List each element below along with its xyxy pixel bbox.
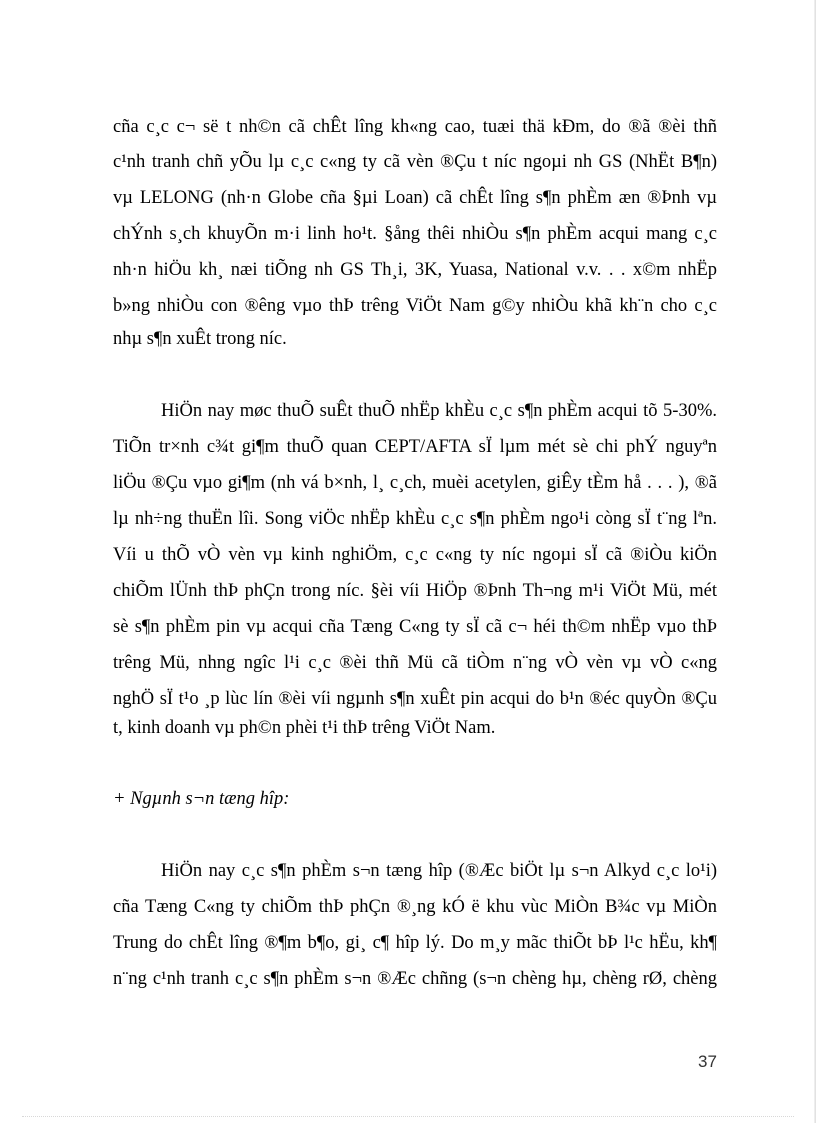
page-number: 37 — [698, 1052, 717, 1071]
text-line: cña c¸c c¬ së t nh©n cã chÊt lîng kh«ng cao, tuæi thä kÐm, do ®ã ®èi thñ — [113, 117, 717, 137]
text-line-indented: HiÖn nay c¸c s¶n phÈm s¬n tæng hîp (®Æc biÖt lµ s¬n Alkyd c¸c lo¹i) — [161, 861, 717, 881]
text-line: b»ng nhiÒu con ®êng vµo thÞ trêng ViÖt Nam g©y nhiÒu khã kh¨n cho c¸c — [113, 296, 717, 316]
text-line: Trung do chÊt lîng ®¶m b¶o, gi¸ c¶ hîp lý. Do m¸y mãc thiÕt bÞ l¹c hËu, kh¶ — [113, 933, 717, 953]
text-line: nghÖ sÏ t¹o ¸p lùc lín ®èi víi ngµnh s¶n xuÊt pin acqui do b¹n ®éc quyÒn ®Çu — [113, 689, 717, 709]
text-line: n¨ng c¹nh tranh c¸c s¶n phÈm s¬n ®Æc chñng (s¬n chèng hµ, chèng rØ, chèng — [113, 969, 717, 989]
text-line: sè s¶n phÈm pin vµ acqui cña Tæng C«ng ty sÏ cã c¬ héi th©m nhËp vµo thÞ — [113, 617, 717, 637]
text-line: t, kinh doanh vµ ph©n phèi t¹i thÞ trêng ViÖt Nam. — [113, 718, 496, 738]
text-line: c¹nh tranh chñ yÕu lµ c¸c c«ng ty cã vèn ®Çu t níc ngoµi nh GS (NhËt B¶n) — [113, 152, 717, 172]
section-heading: + Ngµnh s¬n tæng hîp: — [113, 789, 290, 809]
text-line: chiÕm lÜnh thÞ phÇn trong níc. §èi víi HiÖp ®Þnh Th¬ng m¹i ViÖt Mü, mét — [113, 581, 717, 601]
text-line: trêng Mü, nhng ngîc l¹i c¸c ®èi thñ Mü cã tiÒm n¨ng vÒ vèn vµ vÒ c«ng — [113, 653, 717, 673]
text-line-indented: HiÖn nay møc thuÕ suÊt thuÕ nhËp khÈu c¸c s¶n phÈm acqui tõ 5-30%. — [161, 401, 717, 421]
page-bottom-divider — [22, 1116, 794, 1117]
text-line: cña Tæng C«ng ty chiÕm thÞ phÇn ®¸ng kÓ ë khu vùc MiÒn B¾c vµ MiÒn — [113, 897, 717, 917]
text-line: Víi u thÕ vÒ vèn vµ kinh nghiÖm, c¸c c«ng ty níc ngoµi sÏ cã ®iÒu kiÖn — [113, 545, 717, 565]
text-line: liÖu ®Çu vµo gi¶m (nh vá b×nh, l¸ c¸ch, muèi acetylen, giÊy tÈm hå . . . ), ®ã — [113, 473, 717, 493]
text-line: chÝnh s¸ch khuyÕn m·i linh ho¹t. §ång thêi nhiÒu s¶n phÈm acqui mang c¸c — [113, 224, 717, 244]
text-line: nh·n hiÖu kh¸ næi tiÕng nh GS Th¸i, 3K, Yuasa, National v.v. . . x©m nhËp — [113, 260, 717, 280]
text-line: TiÕn tr×nh c¾t gi¶m thuÕ quan CEPT/AFTA sÏ lµm mét sè chi phÝ nguyªn — [113, 437, 717, 457]
text-line: lµ nh÷ng thuËn lîi. Song viÖc nhËp khÈu c¸c s¶n phÈm ngo¹i còng sÏ t¨ng lªn. — [113, 509, 717, 529]
text-line: nhµ s¶n xuÊt trong níc. — [113, 329, 287, 349]
text-line: vµ LELONG (nh·n Globe cña §µi Loan) cã chÊt lîng s¶n phÈm æn ®Þnh vµ — [113, 188, 717, 208]
